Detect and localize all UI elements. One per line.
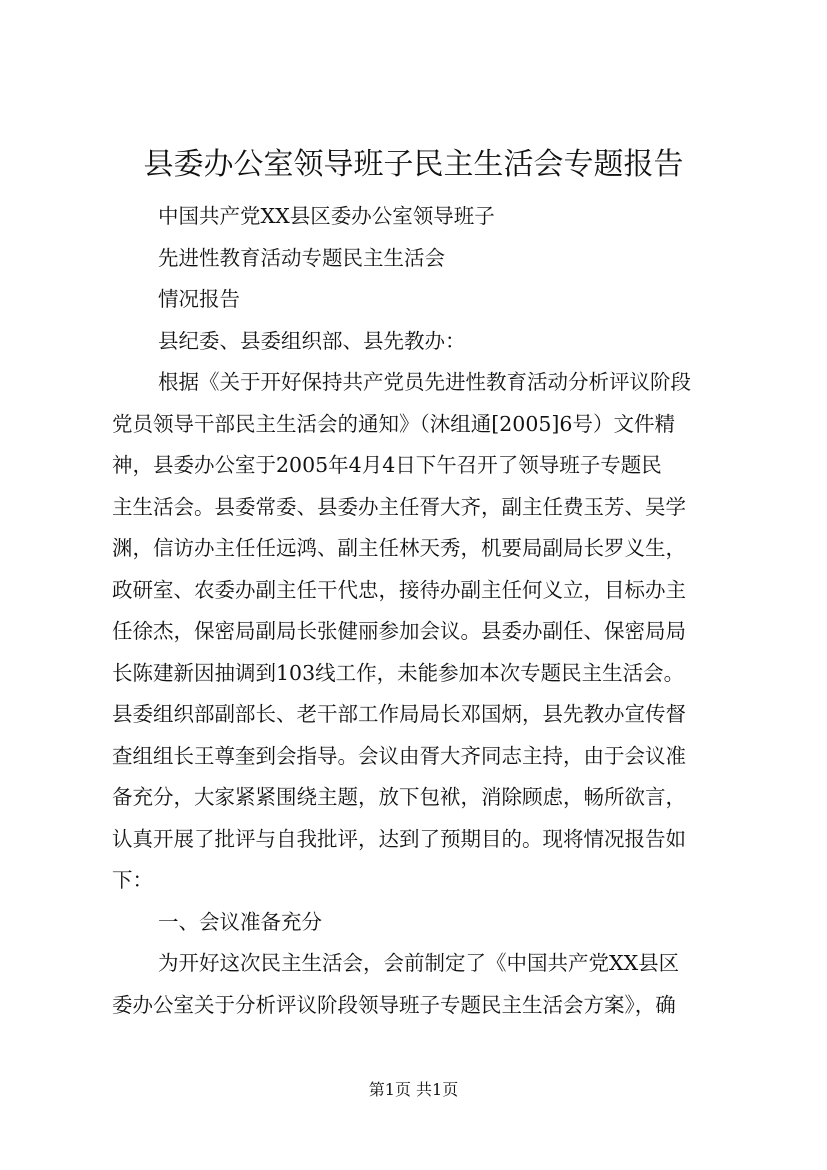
body-line-13: 县委组织部副部长、老干部工作局局长邓国炳，县先教办宣传督 [112,702,686,726]
page-footer: 第1页 共1页 [368,1080,459,1099]
body-line-17: 下： [112,868,153,892]
body-line-8: 主生活会。县委常委、县委办主任胥大齐，副主任费玉芳、吴学 [112,494,686,519]
document-body [112,196,737,1026]
body-line-4: 县纪委、县委组织部、县先教办： [158,328,466,353]
body-line-7: 神，县委办公室于2005年4月4日下午召开了领导班子专题民 [112,453,662,477]
body-line-6: 党员领导干部民主生活会的通知》（沐组通[2005]6号）文件精 [112,411,675,436]
body-line-16: 认真开展了批评与自我批评，达到了预期目的。现将情况报告如 [112,826,686,851]
body-line-11: 任徐杰，保密局副局长张健丽参加会议。县委办副任、保密局局 [112,619,686,643]
body-line-3: 情况报告 [158,287,240,311]
document-title: 县委办公室领导班子民主生活会专题报告 [143,147,684,182]
body-line-19: 为开好这次民主生活会，会前制定了《中国共产党XX县区 [158,951,680,975]
body-line-5: 根据《关于开好保持共产党员先进性教育活动分析评议阶段 [158,370,691,394]
body-line-10: 政研室、农委办副主任干代忠，接待办副主任何义立，目标办主 [112,577,686,602]
body-line-20: 委办公室关于分析评议阶段领导班子专题民主生活会方案》，确 [112,992,676,1017]
body-line-15: 备充分，大家紧紧围绕主题，放下包袱，消除顾虑，畅所欲言， [112,785,686,809]
body-line-2: 先进性教育活动专题民主生活会 [158,245,445,270]
body-line-9: 渊，信访办主任任远鸿、副主任林天秀，机要局副局长罗义生， [112,536,686,560]
body-line-12: 长陈建新因抽调到103线工作，未能参加本次专题民主生活会。 [112,660,685,685]
body-line-14: 查组组长王尊奎到会指导。会议由胥大齐同志主持，由于会议准 [112,743,686,768]
section-heading: 一、会议准备充分 [158,909,322,934]
body-line-1: 中国共产党XX县区委办公室领导班子 [158,204,495,228]
